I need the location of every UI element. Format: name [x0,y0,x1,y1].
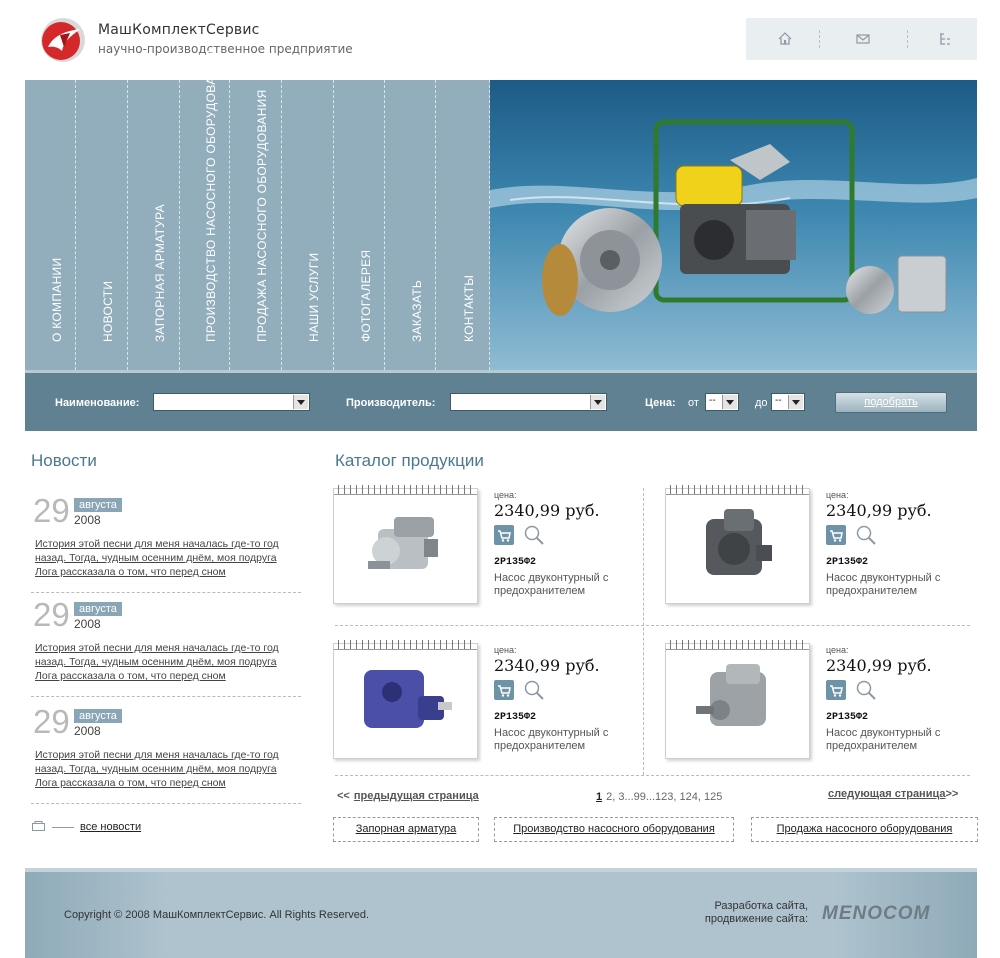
product-image [334,489,477,603]
nav-item-order[interactable] [384,80,436,370]
next-arrow: >> [945,788,959,800]
nav-label: ПРОИЗВОДСТВО НАСОСНОГО ОБОРУДОВАНИЯ [204,49,218,342]
category-pump-sales-button[interactable] [751,817,978,842]
product-card [665,488,965,613]
cart-icon[interactable] [494,680,514,700]
developer-logo-text: MENOCOM [822,903,931,924]
product-price: 2340,99 руб. [494,656,600,675]
product-image-frame[interactable] [665,488,810,604]
pagination[interactable] [596,791,722,803]
chevron-down-icon [788,395,803,409]
nav-item-news[interactable] [75,80,128,370]
news-day: 29 [33,703,70,740]
developer-credit-line: Разработка сайта, [714,900,808,912]
price-label: цена: [494,645,517,655]
prev-page-link[interactable] [337,790,479,802]
hero-banner-pumps [490,80,977,370]
product-image-frame[interactable] [333,643,478,759]
news-link[interactable]: История этой песни для меня началась где-то год назад. Тогда, чудным осенним днём, моя подруга Лога рассказала о том, что перед сном [35,749,279,789]
developer-credit-line: продвижение сайта: [704,913,808,925]
zoom-icon[interactable] [855,524,877,546]
price-label: Цена: [645,397,676,409]
product-price: 2340,99 руб. [826,501,932,520]
news-day: 29 [33,492,70,529]
nav-item-pump-production[interactable] [179,49,230,370]
product-description: Насос двуконтурный с предохранителем [826,727,941,752]
news-month: августа [74,602,122,616]
chevron-down-icon [293,395,308,409]
product-description: Насос двуконтурный с предохранителем [494,572,609,597]
name-select[interactable] [153,393,310,411]
filter-submit-button[interactable]: подобрать [835,392,947,413]
nav-item-services[interactable] [281,80,334,370]
maker-label: Производитель: [346,397,436,409]
top-icon-bar [746,18,977,60]
zoom-icon[interactable] [855,679,877,701]
mail-icon[interactable] [854,30,872,48]
catalog-title: Каталог продукции [335,451,484,470]
product-image [334,644,477,758]
home-icon[interactable] [776,30,794,48]
separator [907,30,908,48]
price-label: цена: [826,645,849,655]
news-link[interactable]: История этой песни для меня началась где-то год назад. Тогда, чудным осенним днём, моя подруга Лога рассказала о том, что перед сном [35,538,279,578]
developer-credit [660,900,808,926]
category-label: Производство насосного оборудования [513,823,715,835]
category-label: Продажа насосного оборудования [776,823,953,835]
chevron-down-icon [722,395,737,409]
price-label: цена: [826,490,849,500]
prev-arrow: << [337,790,350,802]
news-title: Новости [31,451,97,470]
news-year: 2008 [74,513,101,527]
news-year: 2008 [74,617,101,631]
product-filter-bar [25,370,977,431]
separator [819,30,820,48]
brand-subtitle: научно-производственное предприятие [98,42,353,56]
nav-item-valves[interactable] [127,80,180,370]
zoom-icon[interactable] [523,524,545,546]
nav-label: КОНТАКТЫ [462,274,476,342]
news-archive-icon [32,821,45,831]
category-label: Запорная арматура [355,823,457,835]
next-page-link[interactable] [828,788,958,800]
cart-icon[interactable] [826,525,846,545]
category-valves-button[interactable] [333,817,479,842]
next-page-label: следующая страница [828,788,946,800]
maker-select[interactable] [450,393,607,411]
divider [31,592,301,593]
divider [31,696,301,697]
nav-label: ФОТОГАЛЕРЕЯ [358,249,373,342]
category-pump-production-button[interactable] [494,817,734,842]
developer-logo[interactable] [820,900,948,924]
news-month: августа [74,709,122,723]
zoom-icon[interactable] [523,679,545,701]
product-code: 2Р135Ф2 [826,712,869,723]
product-code: 2Р135Ф2 [826,557,869,568]
nav-label: О КОМПАНИИ [50,257,64,342]
sitemap-icon[interactable] [936,30,954,48]
nav-label: ЗАПОРНАЯ АРМАТУРА [153,204,167,342]
nav-item-contacts[interactable] [435,80,490,370]
price-from-select[interactable] [705,393,739,411]
name-label: Наименование: [55,397,140,409]
nav-label: ПРОДАЖА НАСОСНОГО ОБОРУДОВАНИЯ [255,89,269,342]
nav-item-about[interactable] [25,80,76,370]
news-month: августа [74,498,122,512]
product-card [333,488,633,613]
cart-icon[interactable] [494,525,514,545]
news-day: 29 [33,596,70,633]
copyright-text: Copyright © 2008 МашКомплектСервис. All Rights Reserved. [64,909,370,921]
product-card [333,643,633,768]
nav-label: НОВОСТИ [101,280,115,342]
product-description: Насос двуконтурный с предохранителем [494,727,609,752]
cart-icon[interactable] [826,680,846,700]
all-news-link[interactable]: все новости [80,821,142,833]
news-link[interactable]: История этой песни для меня началась где-то год назад. Тогда, чудным осенним днём, моя подруга Лога рассказала о том, что перед сном [35,642,279,682]
divider [52,827,74,828]
news-year: 2008 [74,724,101,738]
price-to-value: -- [775,395,782,406]
current-page: 1 [596,791,603,803]
divider [31,803,301,804]
product-price: 2340,99 руб. [494,501,600,520]
product-description: Насос двуконтурный с предохранителем [826,572,941,597]
company-logo[interactable] [40,17,86,63]
product-code: 2Р135Ф2 [494,557,537,568]
product-image-frame[interactable] [333,488,478,604]
price-from-value: -- [709,395,716,406]
nav-item-pump-sales[interactable] [229,80,282,370]
product-image [666,644,809,758]
product-card [665,643,965,768]
product-image [666,489,809,603]
nav-item-gallery[interactable] [333,80,385,370]
nav-label: ЗАКАЗАТЬ [409,279,424,342]
divider [335,625,970,626]
nav-label: НАШИ УСЛУГИ [307,252,321,342]
price-to-select[interactable] [771,393,805,411]
product-price: 2340,99 руб. [826,656,932,675]
price-label: цена: [494,490,517,500]
price-to-label: до [755,397,768,409]
product-image-frame[interactable] [665,643,810,759]
page-numbers[interactable]: 2, 3...99...123, 124, 125 [606,791,723,803]
prev-page-label: предыдущая страница [353,790,479,802]
divider [335,775,970,776]
divider [643,488,644,775]
chevron-down-icon [590,395,605,409]
product-code: 2Р135Ф2 [494,712,537,723]
price-from-label: от [688,397,699,409]
brand-name: МашКомплектСервис [98,22,260,38]
